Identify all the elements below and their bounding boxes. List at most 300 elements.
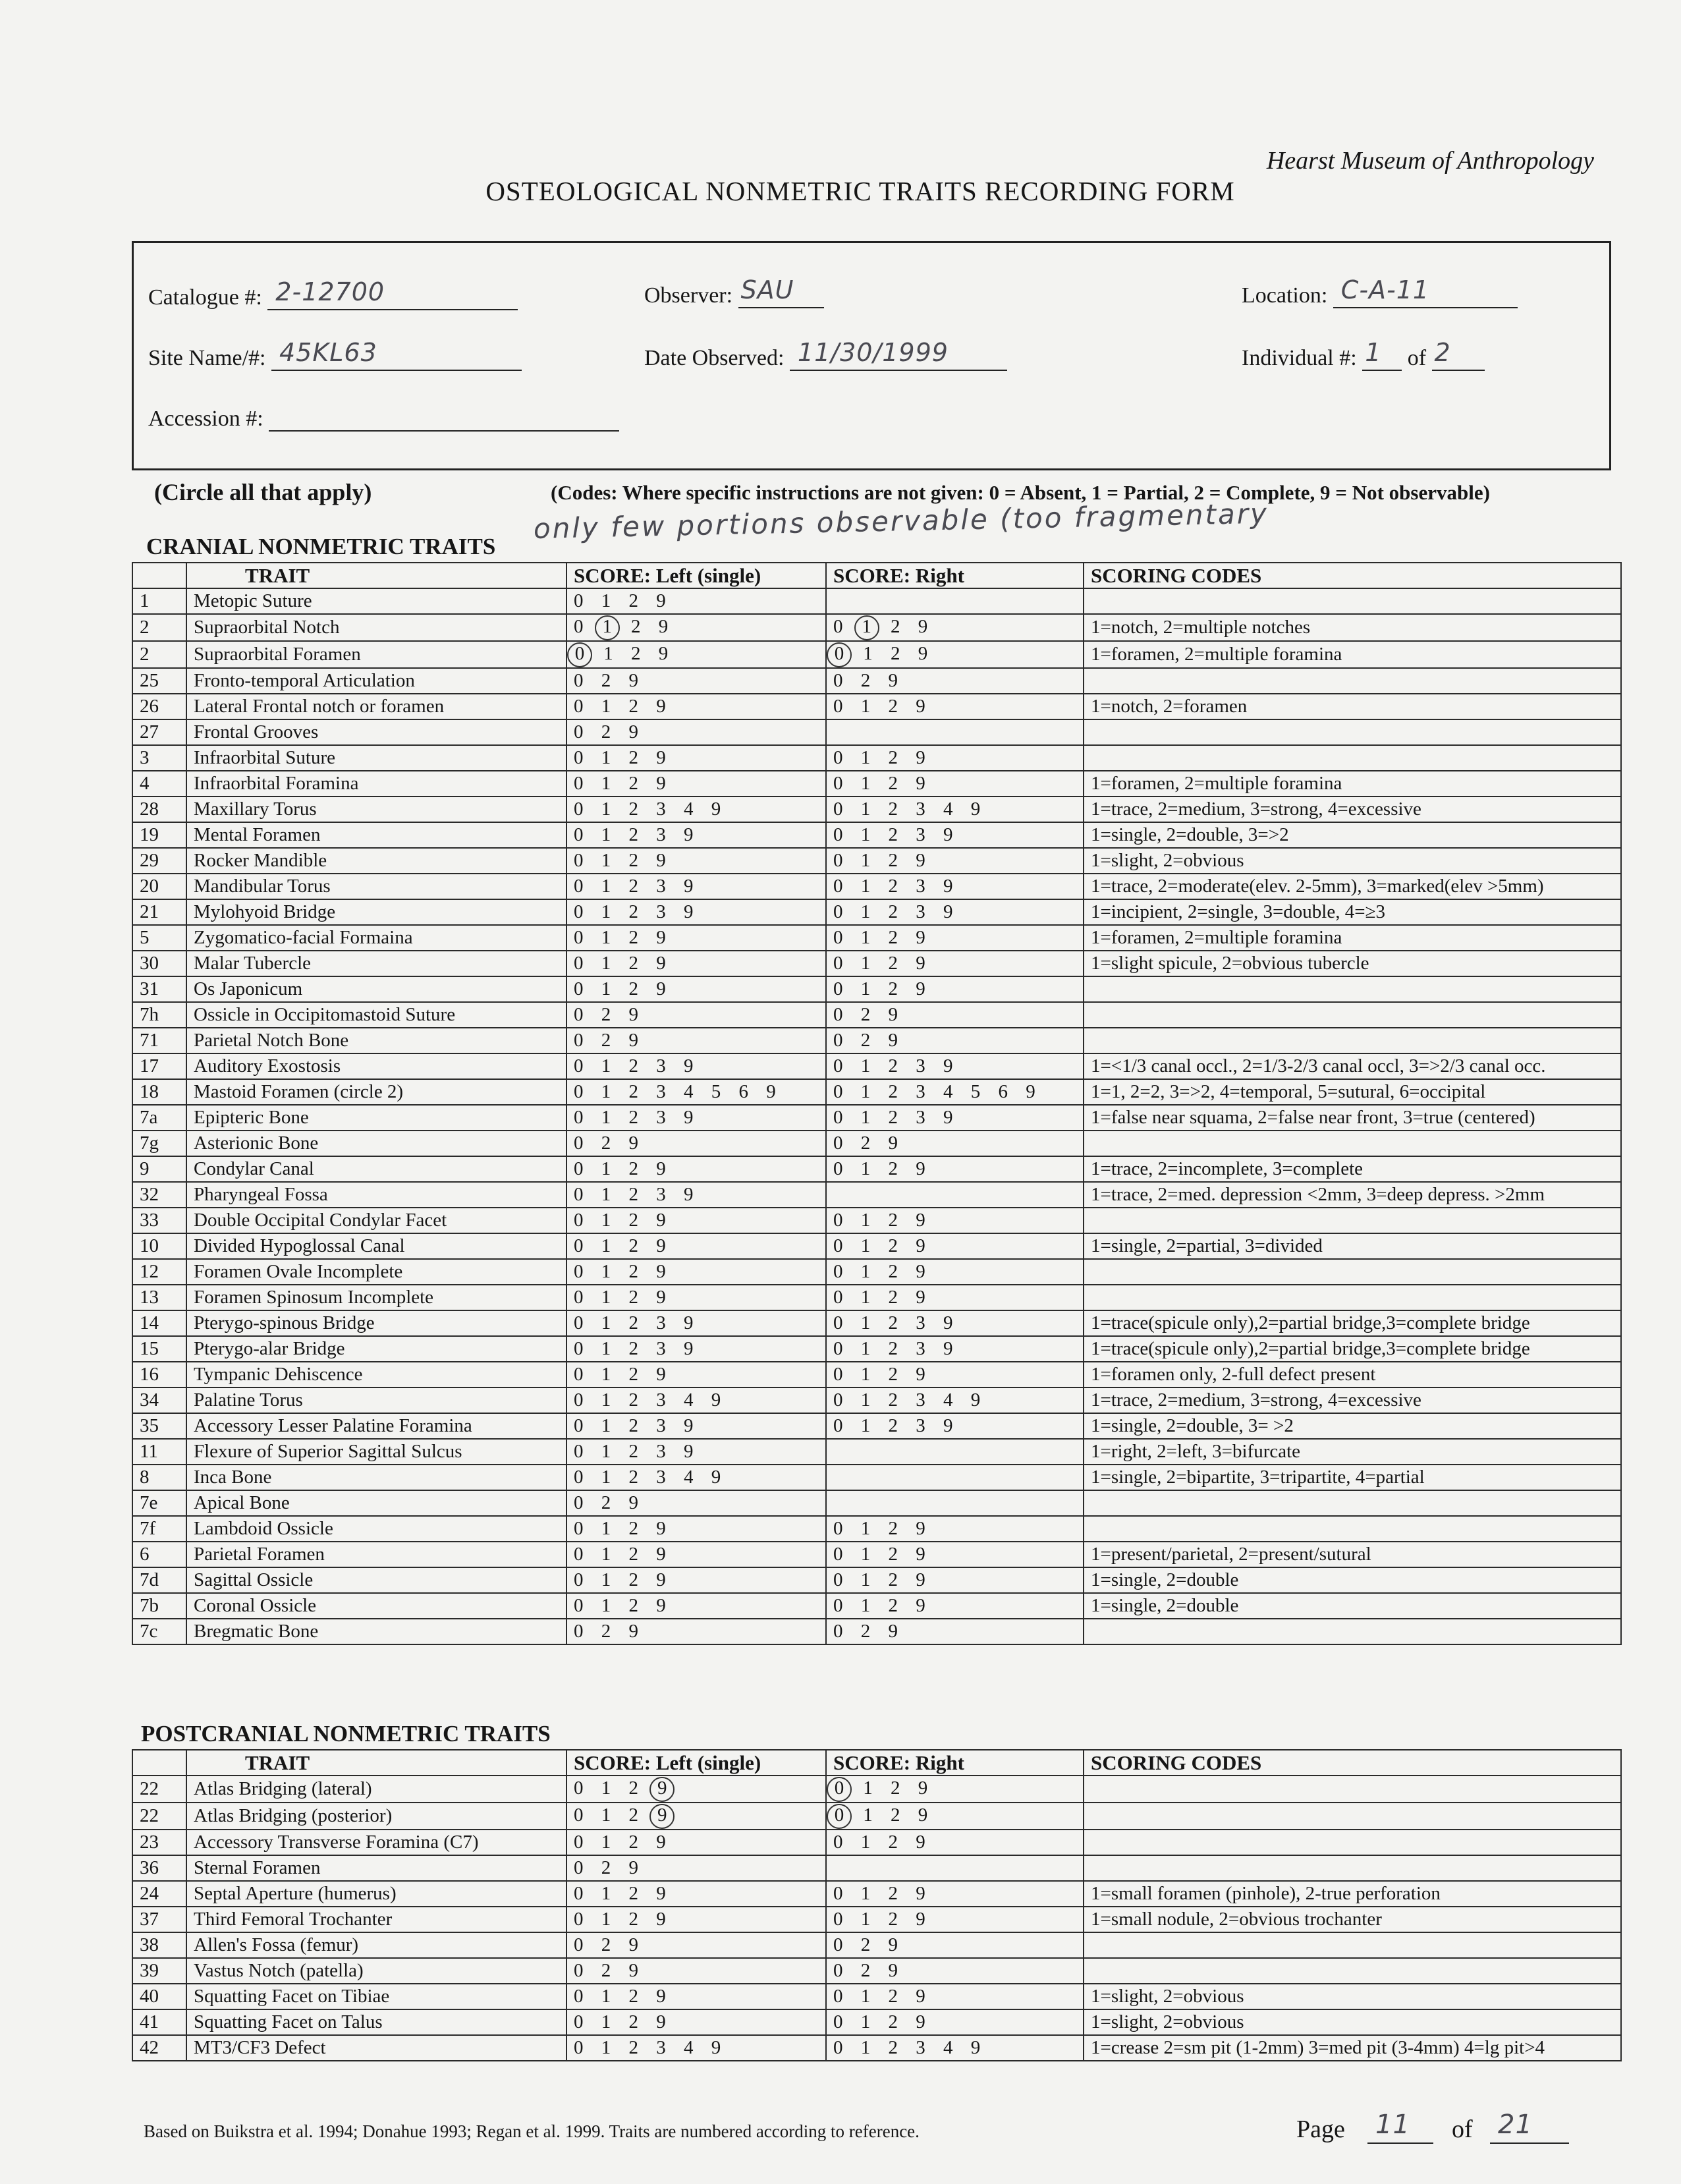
left-score-options[interactable]: 0 1 2 9 [566,976,826,1002]
trait-number: 5 [132,925,186,951]
trait-name: Parietal Notch Bone [186,1028,566,1053]
scoring-codes: 1=trace, 2=moderate(elev. 2-5mm), 3=marked(elev >5mm) [1084,874,1621,899]
postcranial-section-title: POSTCRANIAL NONMETRIC TRAITS [141,1721,551,1747]
trait-number: 7a [132,1105,186,1131]
header-scoring-codes: SCORING CODES [1084,563,1621,588]
museum-name: Hearst Museum of Anthropology [1266,147,1594,175]
trait-name: Third Femoral Trochanter [186,1907,566,1932]
individual-total-input[interactable] [1432,338,1485,371]
table-row [132,1881,1621,1907]
right-score-options[interactable] [826,1465,1084,1490]
page-of-label: of [1452,2115,1473,2143]
form-title: OSTEOLOGICAL NONMETRIC TRAITS RECORDING FORM [485,176,1235,206]
location-input[interactable] [1333,275,1518,308]
table-row [132,848,1621,874]
right-score-options[interactable]: 0 1 2 9 [826,1285,1084,1310]
scoring-codes: 1=foramen, 2=multiple foramina [1084,925,1621,951]
right-score-options[interactable]: 0 1 2 3 9 [826,822,1084,848]
right-score-options[interactable]: 0 1 2 9 [826,1233,1084,1259]
table-row [132,1208,1621,1233]
left-score-options[interactable]: 0 2 9 [566,1028,826,1053]
scoring-codes: 1=trace, 2=medium, 3=strong, 4=excessive [1084,797,1621,822]
trait-name: Squatting Facet on Tibiae [186,1984,566,2009]
trait-name: Pterygo-spinous Bridge [186,1310,566,1336]
trait-number: 11 [132,1439,186,1465]
scoring-codes: 1=slight spicule, 2=obvious tubercle [1084,951,1621,976]
cranial-section-title: CRANIAL NONMETRIC TRAITS [146,534,496,559]
left-score-options[interactable]: 0 1 2 3 9 [566,874,826,899]
right-score-options[interactable]: 0 1 2 3 9 [826,1336,1084,1362]
individual-total-value: 2 [1434,338,1451,367]
scoring-codes: 1=single, 2=double, 3= >2 [1084,1413,1621,1439]
scoring-codes [1084,588,1621,614]
trait-name: Malar Tubercle [186,951,566,976]
trait-name: Vastus Notch (patella) [186,1958,566,1984]
trait-number: 23 [132,1830,186,1855]
trait-name: Rocker Mandible [186,848,566,874]
scoring-codes [1084,1259,1621,1285]
scoring-codes [1084,719,1621,745]
table-row [132,874,1621,899]
trait-name: Mylohyoid Bridge [186,899,566,925]
table-row [132,719,1621,745]
location-label: Location: [1242,283,1328,308]
left-score-options[interactable]: 0 1 2 3 4 9 [566,1465,826,1490]
trait-number: 25 [132,668,186,694]
trait-name: Pharyngeal Fossa [186,1182,566,1208]
left-score-options[interactable]: 0 1 2 9 [566,771,826,797]
left-score-options[interactable]: 0 1 2 3 9 [566,1053,826,1079]
right-score-options[interactable]: 0 1 2 9 [826,1803,1084,1830]
right-score-options[interactable]: 0 1 2 3 4 5 6 9 [826,1079,1084,1105]
table-row [132,2035,1621,2061]
right-score-options[interactable]: 0 1 2 9 [826,925,1084,951]
postcranial-header-row [132,1750,1621,1776]
trait-name: Os Japonicum [186,976,566,1002]
trait-name: Maxillary Torus [186,797,566,822]
left-score-options[interactable]: 0 1 2 9 [566,641,826,668]
header-left-score: SCORE: Left (single) [566,1750,826,1776]
scoring-codes: 1=trace, 2=medium, 3=strong, 4=excessive [1084,1387,1621,1413]
table-row [132,1776,1621,1803]
right-score-options[interactable]: 0 1 2 9 [826,1516,1084,1542]
right-score-options[interactable]: 0 1 2 3 4 9 [826,797,1084,822]
left-score-options[interactable]: 0 1 2 9 [566,1516,826,1542]
left-score-options[interactable]: 0 1 2 9 [566,925,826,951]
scoring-codes: 1=trace, 2=incomplete, 3=complete [1084,1156,1621,1182]
right-score-options[interactable]: 0 1 2 9 [826,848,1084,874]
left-score-options[interactable]: 0 1 2 9 [566,694,826,719]
scoring-codes: 1=small nodule, 2=obvious trochanter [1084,1907,1621,1932]
right-score-options[interactable]: 0 1 2 9 [826,1830,1084,1855]
codes-instruction: (Codes: Where specific instructions are not given: 0 = Absent, 1 = Partial, 2 = Complete, 9 = Not observable) [551,481,1490,504]
scoring-codes: 1=foramen only, 2-full defect present [1084,1362,1621,1387]
left-score-options[interactable]: 0 1 2 9 [566,2009,826,2035]
trait-number: 2 [132,641,186,668]
trait-number: 2 [132,614,186,641]
trait-name: Ossicle in Occipitomastoid Suture [186,1002,566,1028]
right-score-options[interactable]: 0 1 2 9 [826,1593,1084,1619]
scoring-codes [1084,1803,1621,1830]
table-row [132,588,1621,614]
trait-name: Foramen Ovale Incomplete [186,1259,566,1285]
left-score-options[interactable]: 0 1 2 9 [566,1907,826,1932]
right-score-options[interactable]: 0 1 2 3 4 9 [826,1387,1084,1413]
left-score-options[interactable]: 0 1 2 9 [566,1156,826,1182]
table-row [132,1233,1621,1259]
trait-number: 7g [132,1131,186,1156]
left-score-options[interactable]: 0 2 9 [566,1490,826,1516]
scoring-codes [1084,1830,1621,1855]
right-score-options[interactable]: 0 1 2 3 9 [826,899,1084,925]
trait-number: 13 [132,1285,186,1310]
right-score-options[interactable] [826,1182,1084,1208]
trait-number: 24 [132,1881,186,1907]
right-score-options[interactable]: 0 2 9 [826,1932,1084,1958]
left-score-options[interactable]: 0 1 2 3 9 [566,1439,826,1465]
trait-number: 17 [132,1053,186,1079]
observer-label: Observer: [644,283,733,308]
record-info-box [132,241,1611,470]
right-score-options[interactable] [826,719,1084,745]
trait-name: Inca Bone [186,1465,566,1490]
catalogue-field [148,277,518,310]
trait-name: Palatine Torus [186,1387,566,1413]
right-score-options[interactable]: 0 1 2 9 [826,771,1084,797]
table-row [132,1079,1621,1105]
trait-number: 19 [132,822,186,848]
circled-score-mark: 0 [567,642,592,667]
scoring-codes: 1=single, 2=double, 3=>2 [1084,822,1621,848]
table-row [132,1413,1621,1439]
scoring-codes [1084,1932,1621,1958]
scoring-codes: 1=trace(spicule only),2=partial bridge,3=complete bridge [1084,1310,1621,1336]
right-score-options[interactable]: 0 1 2 9 [826,641,1084,668]
left-score-options[interactable]: 0 2 9 [566,1619,826,1644]
left-score-options[interactable]: 0 2 9 [566,668,826,694]
right-score-options[interactable]: 0 1 2 9 [826,1907,1084,1932]
trait-number: 10 [132,1233,186,1259]
right-score-options[interactable]: 0 1 2 9 [826,1881,1084,1907]
right-score-options[interactable]: 0 1 2 9 [826,694,1084,719]
trait-name: Divided Hypoglossal Canal [186,1233,566,1259]
site-label: Site Name/#: [148,346,266,370]
left-score-options[interactable]: 0 1 2 3 4 9 [566,2035,826,2061]
left-score-options[interactable]: 0 2 9 [566,1855,826,1881]
left-score-options[interactable]: 0 1 2 9 [566,848,826,874]
table-row [132,822,1621,848]
location-value: C-A-11 [1340,275,1430,304]
header-trait: TRAIT [186,563,566,588]
trait-name: Infraorbital Suture [186,745,566,771]
right-score-options[interactable]: 0 1 2 3 4 9 [826,2035,1084,2061]
trait-number: 41 [132,2009,186,2035]
trait-name: Flexure of Superior Sagittal Sulcus [186,1439,566,1465]
circled-score-mark: 9 [649,1777,675,1802]
right-score-options[interactable]: 0 1 2 3 9 [826,874,1084,899]
left-score-options[interactable]: 0 1 2 3 9 [566,1413,826,1439]
right-score-options[interactable]: 0 2 9 [826,1002,1084,1028]
trait-name: Atlas Bridging (posterior) [186,1803,566,1830]
right-score-options[interactable]: 0 1 2 9 [826,951,1084,976]
table-row [132,1932,1621,1958]
right-score-options[interactable]: 0 1 2 3 9 [826,1413,1084,1439]
individual-input[interactable] [1362,338,1402,371]
left-score-options[interactable]: 0 2 9 [566,1958,826,1984]
header-num [132,563,186,588]
table-row [132,1830,1621,1855]
cranial-table-body [132,588,1621,1644]
left-score-options[interactable]: 0 1 2 3 9 [566,1105,826,1131]
left-score-options[interactable]: 0 1 2 9 [566,1567,826,1593]
trait-number: 39 [132,1958,186,1984]
left-score-options[interactable]: 0 2 9 [566,1002,826,1028]
scoring-codes [1084,1131,1621,1156]
left-score-options[interactable]: 0 1 2 3 4 9 [566,797,826,822]
trait-name: Allen's Fossa (femur) [186,1932,566,1958]
header-right-score: SCORE: Right [826,563,1084,588]
scoring-codes [1084,1490,1621,1516]
postcranial-table-body [132,1776,1621,2061]
location-field [1242,275,1518,308]
trait-name: Mandibular Torus [186,874,566,899]
table-row [132,1465,1621,1490]
scoring-codes: 1=slight, 2=obvious [1084,848,1621,874]
right-score-options[interactable]: 0 1 2 3 9 [826,1310,1084,1336]
scoring-codes [1084,976,1621,1002]
site-field [148,338,522,371]
left-score-options[interactable]: 0 2 9 [566,1932,826,1958]
table-row [132,641,1621,668]
table-row [132,1362,1621,1387]
left-score-options[interactable]: 0 1 2 9 [566,1233,826,1259]
scoring-codes [1084,1285,1621,1310]
left-score-options[interactable]: 0 1 2 9 [566,1208,826,1233]
circled-score-mark: 1 [854,615,879,640]
left-score-options[interactable]: 0 1 2 9 [566,1593,826,1619]
scoring-codes [1084,1516,1621,1542]
scoring-codes: 1=slight, 2=obvious [1084,1984,1621,2009]
trait-number: 7h [132,1002,186,1028]
page-number-input[interactable] [1367,2110,1433,2144]
table-row [132,1028,1621,1053]
trait-number: 21 [132,899,186,925]
table-row [132,976,1621,1002]
right-score-options[interactable]: 0 2 9 [826,668,1084,694]
scoring-codes: 1=trace(spicule only),2=partial bridge,3=complete bridge [1084,1336,1621,1362]
left-score-options[interactable]: 0 1 2 9 [566,1984,826,2009]
trait-number: 36 [132,1855,186,1881]
trait-number: 1 [132,588,186,614]
trait-number: 18 [132,1079,186,1105]
circled-score-mark: 0 [827,1804,852,1829]
right-score-options[interactable]: 0 1 2 9 [826,1362,1084,1387]
right-score-options[interactable]: 0 1 2 9 [826,1259,1084,1285]
trait-number: 42 [132,2035,186,2061]
cranial-traits-table [132,562,1622,1645]
trait-name: Zygomatico-facial Formaina [186,925,566,951]
trait-name: Pterygo-alar Bridge [186,1336,566,1362]
scoring-codes [1084,1028,1621,1053]
header-right-score: SCORE: Right [826,1750,1084,1776]
date-value: 11/30/1999 [797,338,949,367]
scoring-codes: 1=small foramen (pinhole), 2-true perforation [1084,1881,1621,1907]
scoring-codes: 1=foramen, 2=multiple foramina [1084,641,1621,668]
individual-label: Individual #: [1242,346,1357,370]
right-score-options[interactable]: 0 2 9 [826,1028,1084,1053]
left-score-options[interactable]: 0 1 2 9 [566,1803,826,1830]
trait-number: 37 [132,1907,186,1932]
trait-number: 7d [132,1567,186,1593]
left-score-options[interactable]: 0 1 2 9 [566,1259,826,1285]
left-score-options[interactable]: 0 2 9 [566,719,826,745]
right-score-options[interactable] [826,1855,1084,1881]
trait-name: Metopic Suture [186,588,566,614]
table-row [132,1855,1621,1881]
table-row [132,1053,1621,1079]
trait-number: 27 [132,719,186,745]
left-score-options[interactable]: 0 1 2 3 9 [566,1182,826,1208]
scoring-codes: 1=notch, 2=multiple notches [1084,614,1621,641]
trait-name: Accessory Lesser Palatine Foramina [186,1413,566,1439]
left-score-options[interactable]: 0 1 2 9 [566,588,826,614]
trait-number: 26 [132,694,186,719]
cranial-header-row [132,563,1621,588]
scoring-codes: 1=incipient, 2=single, 3=double, 4=≥3 [1084,899,1621,925]
table-row [132,1567,1621,1593]
table-row [132,1803,1621,1830]
left-score-options[interactable]: 0 1 2 9 [566,1362,826,1387]
right-score-options[interactable]: 0 1 2 9 [826,1567,1084,1593]
scoring-codes: 1=foramen, 2=multiple foramina [1084,771,1621,797]
trait-number: 29 [132,848,186,874]
left-score-options[interactable]: 0 1 2 9 [566,1542,826,1567]
trait-name: Auditory Exostosis [186,1053,566,1079]
right-score-options[interactable]: 0 1 2 3 9 [826,1105,1084,1131]
trait-number: 3 [132,745,186,771]
right-score-options[interactable]: 0 2 9 [826,1131,1084,1156]
table-row [132,614,1621,641]
right-score-options[interactable]: 0 1 2 9 [826,1542,1084,1567]
circle-instruction: (Circle all that apply) [154,479,372,505]
scoring-codes [1084,1855,1621,1881]
left-score-options[interactable]: 0 1 2 9 [566,1776,826,1803]
left-score-options[interactable]: 0 2 9 [566,1131,826,1156]
table-row [132,668,1621,694]
scoring-codes: 1=right, 2=left, 3=bifurcate [1084,1439,1621,1465]
header-trait: TRAIT [186,1750,566,1776]
trait-name: Lateral Frontal notch or foramen [186,694,566,719]
left-score-options[interactable]: 0 1 2 9 [566,1830,826,1855]
table-row [132,1259,1621,1285]
left-score-options[interactable]: 0 1 2 3 9 [566,899,826,925]
trait-number: 38 [132,1932,186,1958]
table-row [132,1285,1621,1310]
accession-field [148,403,619,432]
trait-number: 30 [132,951,186,976]
right-score-options[interactable]: 0 1 2 9 [826,1156,1084,1182]
circled-score-mark: 0 [827,1777,852,1802]
trait-number: 33 [132,1208,186,1233]
right-score-options[interactable]: 0 1 2 9 [826,745,1084,771]
right-score-options[interactable]: 0 1 2 9 [826,976,1084,1002]
header-scoring-codes: SCORING CODES [1084,1750,1621,1776]
trait-name: Parietal Foramen [186,1542,566,1567]
table-row [132,1002,1621,1028]
observer-input[interactable] [738,275,824,308]
page-total-input[interactable] [1490,2110,1569,2144]
right-score-options[interactable] [826,1439,1084,1465]
right-score-options[interactable] [826,1490,1084,1516]
left-score-options[interactable]: 0 1 2 9 [566,1881,826,1907]
left-score-options[interactable]: 0 1 2 9 [566,614,826,641]
trait-name: Double Occipital Condylar Facet [186,1208,566,1233]
trait-name: Foramen Spinosum Incomplete [186,1285,566,1310]
right-score-options[interactable]: 0 2 9 [826,1958,1084,1984]
catalogue-label: Catalogue #: [148,285,262,310]
accession-input[interactable] [269,403,619,432]
catalogue-input[interactable] [267,277,518,310]
table-row [132,1156,1621,1182]
trait-name: Fronto-temporal Articulation [186,668,566,694]
left-score-options[interactable]: 0 1 2 3 4 5 6 9 [566,1079,826,1105]
scoring-codes: 1=notch, 2=foramen [1084,694,1621,719]
right-score-options[interactable]: 0 1 2 9 [826,1208,1084,1233]
trait-number: 12 [132,1259,186,1285]
trait-number: 6 [132,1542,186,1567]
left-score-options[interactable]: 0 1 2 9 [566,1285,826,1310]
left-score-options[interactable]: 0 1 2 3 9 [566,822,826,848]
site-value: 45KL63 [279,338,377,367]
trait-name: Septal Aperture (humerus) [186,1881,566,1907]
observer-value: SAU [740,275,794,304]
table-row [132,694,1621,719]
trait-number: 32 [132,1182,186,1208]
left-score-options[interactable]: 0 1 2 9 [566,951,826,976]
header-left-score: SCORE: Left (single) [566,563,826,588]
accession-label: Accession #: [148,406,263,431]
right-score-options[interactable] [826,588,1084,614]
left-score-options[interactable]: 0 1 2 9 [566,745,826,771]
left-score-options[interactable]: 0 1 2 3 9 [566,1310,826,1336]
trait-number: 8 [132,1465,186,1490]
table-row [132,1958,1621,1984]
scoring-codes [1084,1619,1621,1644]
observer-field [644,275,824,308]
trait-number: 20 [132,874,186,899]
right-score-options[interactable]: 0 1 2 9 [826,2009,1084,2035]
site-input[interactable] [271,338,522,371]
handwritten-fragment-note: only few portions observable (too fragmentary [533,497,1269,545]
table-row [132,1182,1621,1208]
left-score-options[interactable]: 0 1 2 3 9 [566,1336,826,1362]
trait-name: Condylar Canal [186,1156,566,1182]
table-row [132,1387,1621,1413]
table-row [132,951,1621,976]
trait-name: MT3/CF3 Defect [186,2035,566,2061]
trait-name: Atlas Bridging (lateral) [186,1776,566,1803]
table-row [132,1907,1621,1932]
date-input[interactable] [790,338,1007,371]
right-score-options[interactable]: 0 1 2 9 [826,1776,1084,1803]
right-score-options[interactable]: 0 1 2 9 [826,614,1084,641]
table-row [132,899,1621,925]
right-score-options[interactable]: 0 2 9 [826,1619,1084,1644]
right-score-options[interactable]: 0 1 2 3 9 [826,1053,1084,1079]
header-num [132,1750,186,1776]
right-score-options[interactable]: 0 1 2 9 [826,1984,1084,2009]
left-score-options[interactable]: 0 1 2 3 4 9 [566,1387,826,1413]
